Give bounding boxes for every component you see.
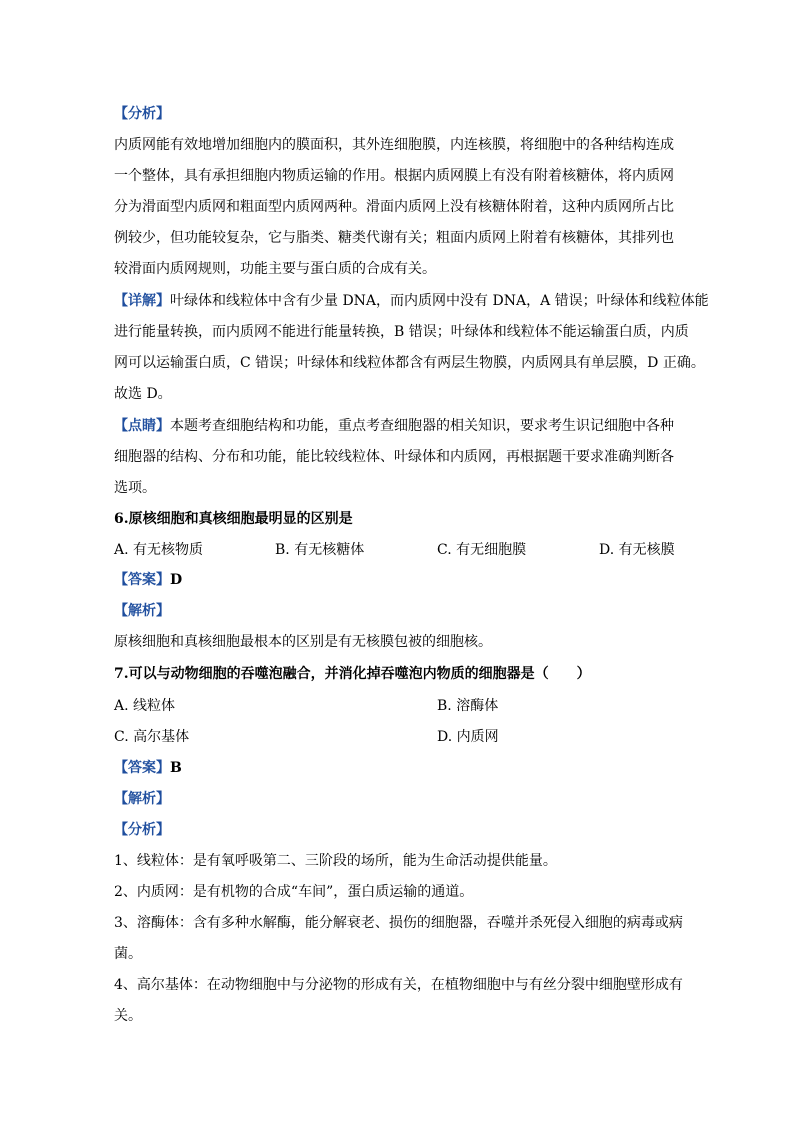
detail-first-line <box>114 291 709 311</box>
q7-answer-value: B <box>170 760 182 776</box>
question-7-stem: 7.可以与动物细胞的吞噬泡融合，并消化掉吞噬泡内物质的细胞器是（ ） <box>114 666 591 682</box>
analysis-line: 内质网能有效地增加细胞内的膜面积，其外连细胞膜，内连核膜，将细胞中的各种结构连成 <box>114 137 674 153</box>
q7-analysis-heading: 【分析】 <box>114 822 170 838</box>
q7-point-continued: 关。 <box>114 1008 142 1024</box>
q7-answer-line <box>114 758 682 778</box>
q6-answer-line <box>114 570 682 590</box>
q7-point: 1、线粒体：是有氧呼吸第二、三阶段的场所，能为生命活动提供能量。 <box>114 853 557 869</box>
q7-point: 4、高尔基体：在动物细胞中与分泌物的形成有关，在植物细胞中与有丝分裂中细胞壁形成有 <box>114 977 683 993</box>
q7-explanation-heading: 【解析】 <box>114 791 170 807</box>
analysis-line: 一个整体，具有承担细胞内物质运输的作用。根据内质网膜上有没有附着核糖体，将内质网 <box>114 168 674 184</box>
q6-option-a: A. 有无核物质 <box>114 542 204 558</box>
q6-option-b: B. 有无核糖体 <box>275 542 365 558</box>
q7-point: 3、溶酶体：含有多种水解酶，能分解衰老、损伤的细胞器，吞噬并杀死侵入细胞的病毒或病 <box>114 915 683 931</box>
q7-answer-heading: 【答案】 <box>114 760 170 776</box>
detail-text: 叶绿体和线粒体中含有少量 DNA，而内质网中没有 DNA，A 错误；叶绿体和线粒体能 <box>170 293 709 309</box>
analysis-line: 较滑面内质网规则，功能主要与蛋白质的合成有关。 <box>114 261 436 277</box>
detail-heading: 【详解】 <box>114 293 170 309</box>
analysis-line: 分为滑面型内质网和粗面型内质网两种。滑面内质网上没有核糖体附着，这种内质网所占比 <box>114 199 674 215</box>
detail-line: 进行能量转换，而内质网不能进行能量转换，B 错误；叶绿体和线粒体不能运输蛋白质，内质 <box>114 324 689 340</box>
q6-explanation-heading: 【解析】 <box>114 603 170 619</box>
q6-explanation-text: 原核细胞和真核细胞最根本的区别是有无核膜包被的细胞核。 <box>114 634 492 650</box>
q7-option-d: D. 内质网 <box>437 729 499 745</box>
q7-option-b: B. 溶酶体 <box>437 698 499 714</box>
highlight-first-line <box>114 416 682 436</box>
q6-option-d: D. 有无核膜 <box>599 542 675 558</box>
highlight-heading: 【点睛】 <box>114 418 170 434</box>
q6-answer-value: D <box>170 572 183 588</box>
q6-option-c: C. 有无细胞膜 <box>437 542 527 558</box>
analysis-line: 例较少，但功能较复杂，它与脂类、糖类代谢有关；粗面内质网上附着有核糖体，其排列也 <box>114 230 674 246</box>
highlight-line: 选项。 <box>114 480 156 496</box>
detail-line: 故选 D。 <box>114 386 172 402</box>
detail-line: 网可以运输蛋白质，C 错误；叶绿体和线粒体都含有两层生物膜，内质网具有单层膜，D 正确。 <box>114 355 705 371</box>
q7-option-a: A. 线粒体 <box>114 698 176 714</box>
highlight-line: 细胞器的结构、分布和功能，能比较线粒体、叶绿体和内质网，再根据题干要求准确判断各 <box>114 449 674 465</box>
q7-point: 2、内质网：是有机物的合成“车间”，蛋白质运输的通道。 <box>114 884 474 900</box>
analysis-heading: 【分析】 <box>114 106 170 122</box>
q7-point-continued: 菌。 <box>114 946 142 962</box>
q7-option-c: C. 高尔基体 <box>114 729 190 745</box>
q6-answer-heading: 【答案】 <box>114 572 170 588</box>
highlight-text: 本题考查细胞结构和功能，重点考查细胞器的相关知识，要求考生识记细胞中各种 <box>170 418 674 434</box>
question-6-stem: 6.原核细胞和真核细胞最明显的区别是 <box>114 511 353 527</box>
